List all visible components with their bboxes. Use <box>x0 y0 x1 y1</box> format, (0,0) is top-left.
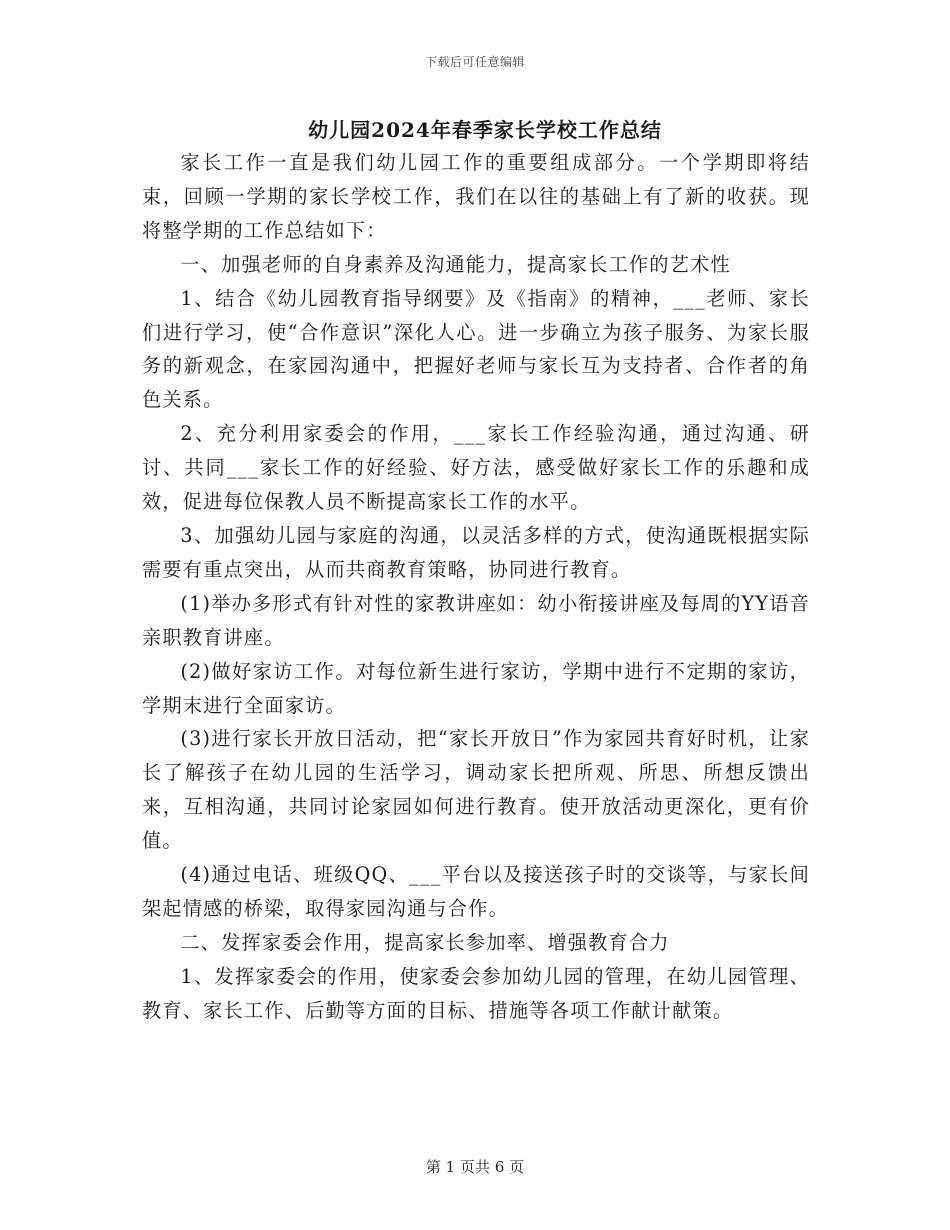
header-note: 下载后可任意编辑 <box>424 55 525 69</box>
paragraph-intro: 家长工作一直是我们幼儿园工作的重要组成部分。一个学期即将结束，回顾一学期的家长学校工作，我们在以往的基础上有了新的收获。现将整学期的工作总结如下： <box>142 151 810 242</box>
paragraph-1-3: 3、加强幼儿园与家庭的沟通，以灵活多样的方式，使沟通既根据实际需要有重点突出，从而共商教育策略，协同进行教育。 <box>142 523 810 581</box>
paragraph-item-1: (1)举办多形式有针对性的家教讲座如：幼小衔接讲座及每周的YY语音亲职教育讲座。 <box>142 591 810 649</box>
section-heading-2: 二、发挥家委会作用，提高家长参加率、增强教育合力 <box>180 930 670 954</box>
document-body <box>142 146 810 1028</box>
paragraph-item-4: (4)通过电话、班级QQ、___平台以及接送孩子时的交谈等，与家长间架起情感的桥梁，取得家园沟通与合作。 <box>142 863 810 920</box>
paragraph-2-1: 1、发挥家委会的作用，使家委会参加幼儿园的管理，在幼儿园管理、教育、家长工作、后勤等方面的目标、措施等各项工作献计献策。 <box>142 964 810 1022</box>
paragraph-item-3: (3)进行家长开放日活动，把“家长开放日”作为家园共育好时机，让家长了解孩子在幼儿园的生活学习，调动家长把所观、所思、所想反馈出来，互相沟通，共同讨论家园如何进行教育。使开放活动更深化，更有价值。 <box>142 727 810 853</box>
document-title: 幼儿园2024年春季家长学校工作总结 <box>308 118 662 142</box>
section-heading-1: 一、加强老师的自身素养及沟通能力，提高家长工作的艺术性 <box>180 252 731 276</box>
paragraph-1-2: 2、充分利用家委会的作用，___家长工作经验沟通，通过沟通、研讨、共同___家长工作的好经验、好方法，感受做好家长工作的乐趣和成效，促进每位保教人员不断提高家长工作的水平。 <box>142 422 810 514</box>
paragraph-1-1: 1、结合《幼儿园教育指导纲要》及《指南》的精神，___老师、家长们进行学习，使“合作意识”深化人心。进一步确立为孩子服务、为家长服务的新观念，在家园沟通中，把握好老师与家长互为支持者、合作者的角色关系。 <box>142 286 810 412</box>
page-number: 第 1 页共 6 页 <box>425 1158 525 1176</box>
paragraph-item-2: (2)做好家访工作。对每位新生进行家访，学期中进行不定期的家访，学期末进行全面家访。 <box>142 659 810 717</box>
